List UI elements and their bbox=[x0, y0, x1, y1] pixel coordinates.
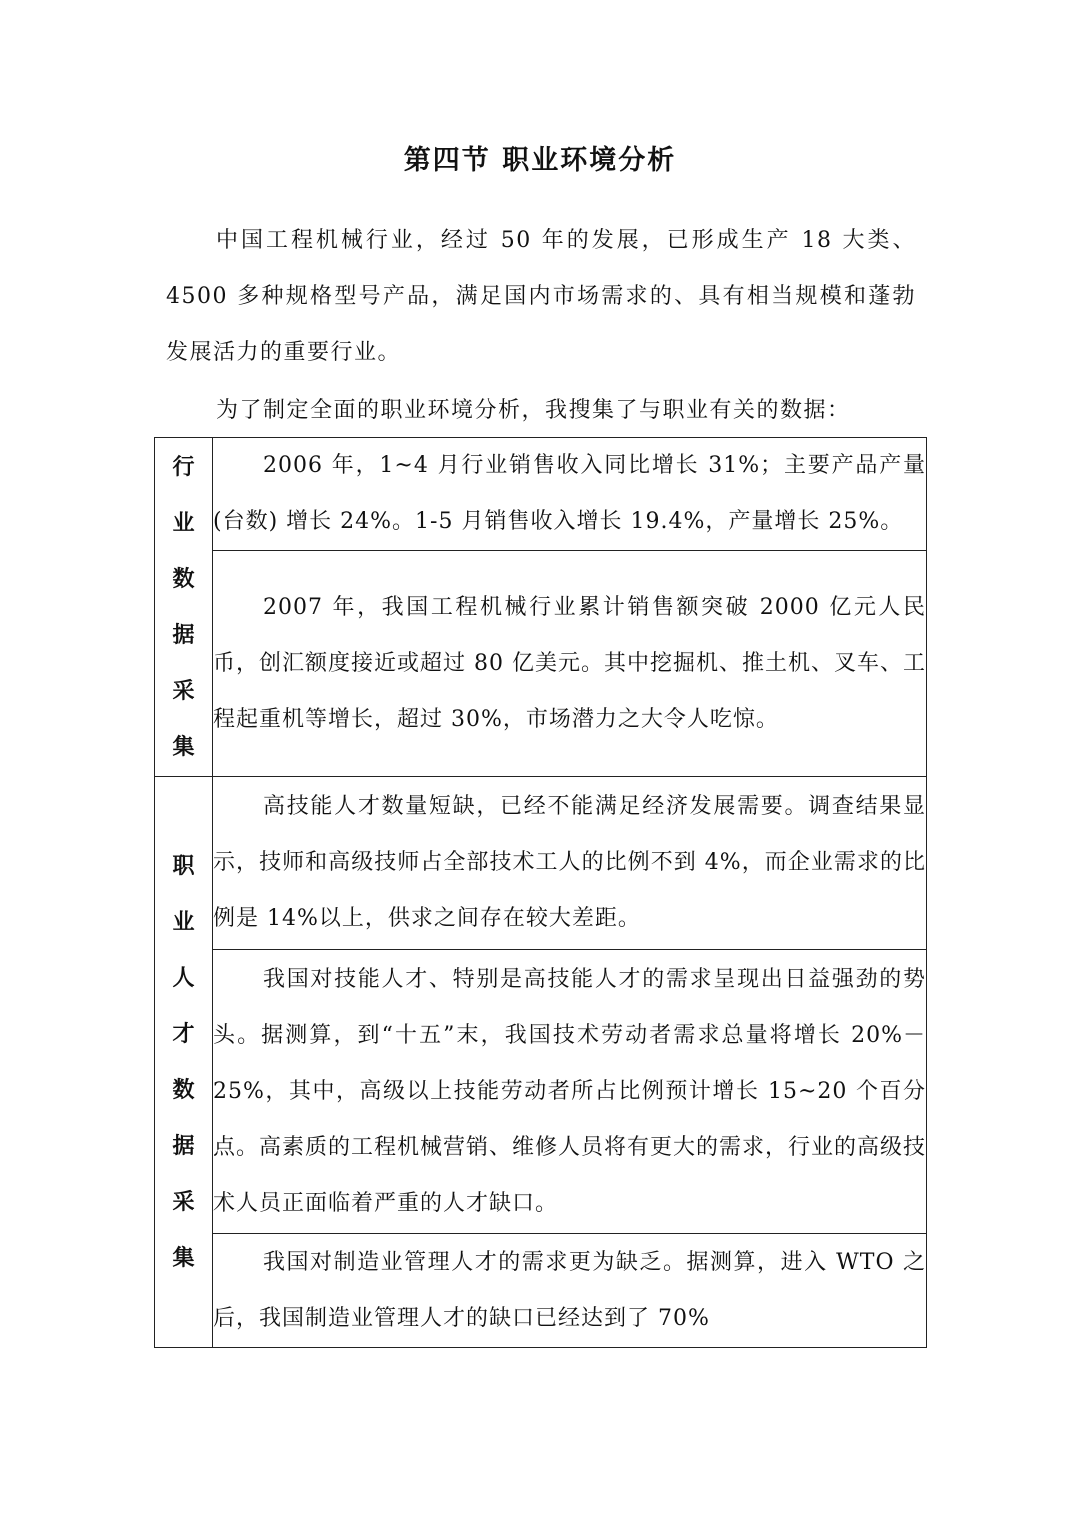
label-char: 集 bbox=[172, 734, 195, 760]
talent-data-cell: 高技能人才数量短缺，已经不能满足经济发展需要。调查结果显示，技师和高级技师占全部技术工人的比例不到 4%，而企业需求的比例是 14%以上，供求之间存在较大差距。 bbox=[213, 777, 927, 950]
label-char: 采 bbox=[172, 1189, 195, 1215]
label-char: 业 bbox=[172, 510, 195, 536]
label-char: 据 bbox=[172, 1133, 195, 1159]
lead-paragraph: 为了制定全面的职业环境分析，我搜集了与职业有关的数据： bbox=[216, 398, 851, 423]
intro-paragraph: 中国工程机械行业，经过 50 年的发展，已形成生产 18 大类、4500 多种规格型号产品，满足国内市场需求的、具有相当规模和蓬勃发展活力的重要行业。 bbox=[166, 228, 916, 365]
label-char: 据 bbox=[172, 622, 195, 648]
table-row bbox=[155, 777, 927, 950]
table-row bbox=[155, 438, 927, 551]
label-char: 职 bbox=[172, 853, 195, 879]
table-row bbox=[155, 551, 927, 777]
data-table bbox=[154, 437, 927, 1348]
label-char: 采 bbox=[172, 678, 195, 704]
label-char: 数 bbox=[172, 566, 195, 592]
talent-data-label bbox=[155, 777, 213, 1348]
talent-data-cell: 我国对技能人才、特别是高技能人才的需求呈现出日益强劲的势头。据测算，到“十五”末，我国技术劳动者需求总量将增长 20%－25%，其中，高级以上技能劳动者所占比例预计增长 15~20 个百分点。高素质的工程机械营销、维修人员将有更大的需求，行业的高级技术人员正面临着严重的人才缺口。 bbox=[213, 950, 927, 1234]
label-char: 行 bbox=[172, 454, 195, 480]
label-char: 集 bbox=[172, 1245, 195, 1271]
industry-data-label bbox=[155, 438, 213, 777]
label-char: 业 bbox=[172, 909, 195, 935]
industry-data-cell: 2007 年，我国工程机械行业累计销售额突破 2000 亿元人民币，创汇额度接近或超过 80 亿美元。其中挖掘机、推土机、叉车、工程起重机等增长，超过 30%，市场潜力之大令人吃惊。 bbox=[213, 551, 927, 777]
talent-data-cell: 我国对制造业管理人才的需求更为缺乏。据测算，进入 WTO 之后，我国制造业管理人才的缺口已经达到了 70% bbox=[213, 1234, 927, 1348]
label-char: 才 bbox=[172, 1021, 195, 1047]
table-row bbox=[155, 950, 927, 1234]
page-title: 第四节 职业环境分析 bbox=[403, 145, 677, 176]
table-row bbox=[155, 1234, 927, 1348]
label-char: 人 bbox=[172, 965, 195, 991]
label-char: 数 bbox=[172, 1077, 195, 1103]
industry-data-cell: 2006 年，1~4 月行业销售收入同比增长 31%；主要产品产量(台数) 增长 24%。1-5 月销售收入增长 19.4%，产量增长 25%。 bbox=[213, 438, 927, 551]
